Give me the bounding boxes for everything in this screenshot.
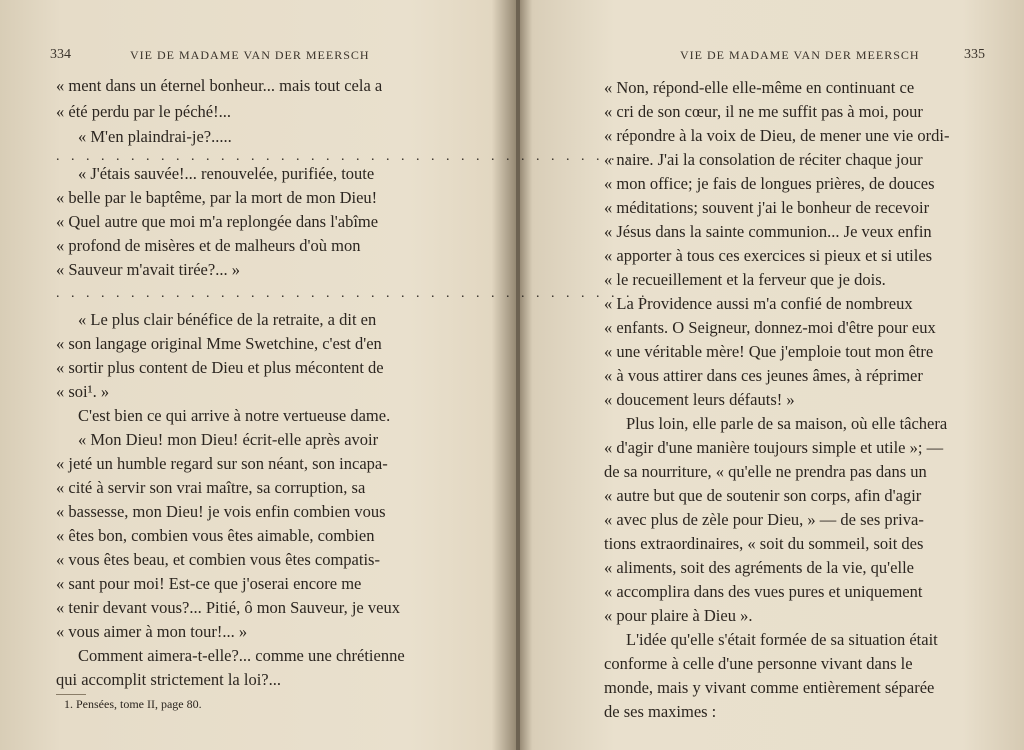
text-line: qui accomplit strictement la loi?... [56, 670, 281, 689]
ellipsis-line: . . . . . . . . . . . . . . . . . . . . . . . . . . . . . . . . . . . . . . . . [56, 286, 649, 301]
text-line: « Sauveur m'avait tirée?... » [56, 260, 240, 279]
text-line: C'est bien ce qui arrive à notre vertueuse dame. [78, 406, 391, 425]
text-line: « son langage original Mme Swetchine, c'est d'en [56, 334, 382, 353]
text-line: « ment dans un éternel bonheur... mais tout cela a [56, 76, 383, 95]
text-line: « naire. J'ai la consolation de réciter chaque jour [604, 150, 923, 169]
text-line: de sa nourriture, « qu'elle ne prendra pas dans un [604, 462, 927, 481]
text-line: conforme à celle d'une personne vivant dans le [604, 654, 913, 673]
text-line: « La Providence aussi m'a confié de nombreux [604, 294, 913, 313]
text-line: « soi¹. » [56, 382, 110, 401]
text-line: de ses maximes : [604, 702, 717, 721]
text-line: « Non, répond-elle elle-même en continuant ce [604, 78, 915, 97]
text-line: « Mon Dieu! mon Dieu! écrit-elle après avoir [78, 430, 379, 449]
text-line: « belle par le baptême, par la mort de mon Dieu! [56, 188, 378, 207]
text-line: « autre but que de soutenir son corps, afin d'agir [604, 486, 922, 505]
text-line: « à vous attirer dans ces jeunes âmes, à réprimer [604, 366, 923, 385]
text-line: « une véritable mère! Que j'emploie tout mon être [604, 342, 934, 361]
text-line: tions extraordinaires, « soit du sommeil, soit des [604, 534, 924, 553]
text-line: « vous aimer à mon tour!... » [56, 622, 248, 641]
text-line: « profond de misères et de malheurs d'où mon [56, 236, 361, 255]
text-line: « avec plus de zèle pour Dieu, » — de ses priva- [604, 510, 924, 529]
text-line: « doucement leurs défauts! » [604, 390, 795, 409]
text-line: « Quel autre que moi m'a replongée dans l'abîme [56, 212, 379, 231]
text-line: Plus loin, elle parle de sa maison, où elle tâchera [626, 414, 948, 433]
footnote: 1. Pensées, tome II, page 80. [64, 697, 202, 711]
text-line: « répondre à la voix de Dieu, de mener une vie ordi- [604, 126, 950, 145]
text-line: « vous êtes beau, et combien vous êtes compatis- [56, 550, 380, 569]
text-line: « accomplira dans des vues pures et uniquement [604, 582, 923, 601]
text-line: « d'agir d'une manière toujours simple et utile »; — [604, 438, 944, 457]
right-running-head: VIE DE MADAME VAN DER MEERSCH [680, 48, 920, 62]
text-line: monde, mais y vivant comme entièrement séparée [604, 678, 935, 697]
text-line: « cri de son cœur, il ne me suffit pas à moi, pour [604, 102, 923, 121]
text-line: « méditations; souvent j'ai le bonheur de recevoir [604, 198, 930, 217]
text-line: « M'en plaindrai-je?..... [78, 127, 232, 146]
text-line: « Jésus dans la sainte communion... Je veux enfin [604, 222, 932, 241]
text-line: « sant pour moi! Est-ce que j'oserai encore me [56, 574, 362, 593]
text-line: « le recueillement et la ferveur que je dois. [604, 270, 886, 289]
left-page-number: 334 [50, 47, 71, 62]
text-line: « J'étais sauvée!... renouvelée, purifiée, toute [78, 164, 375, 183]
text-line: « pour plaire à Dieu ». [604, 606, 753, 625]
text-line: « tenir devant vous?... Pitié, ô mon Sauveur, je veux [56, 598, 400, 617]
text-line: L'idée qu'elle s'était formée de sa situation était [626, 630, 938, 649]
left-running-head: VIE DE MADAME VAN DER MEERSCH [130, 48, 370, 62]
ellipsis-line: . . . . . . . . . . . . . . . . . . . . . . . . . . . . . . . . . . . . . . . . [56, 149, 649, 164]
text-line: « Le plus clair bénéfice de la retraite, a dit en [78, 310, 377, 329]
text-line: « cité à servir son vrai maître, sa corruption, sa [56, 478, 366, 497]
text-line: « êtes bon, combien vous êtes aimable, combien [56, 526, 375, 545]
right-page [520, 0, 1024, 750]
right-page-number: 335 [964, 47, 985, 62]
text-line: « enfants. O Seigneur, donnez-moi d'être pour eux [604, 318, 936, 337]
text-line: Comment aimera-t-elle?... comme une chrétienne [78, 646, 405, 665]
text-line: « mon office; je fais de longues prières, de douces [604, 174, 935, 193]
footnote-rule [56, 694, 86, 695]
text-line: « bassesse, mon Dieu! je vois enfin combien vous [56, 502, 386, 521]
text-line: « jeté un humble regard sur son néant, son incapa- [56, 454, 388, 473]
text-line: « apporter à tous ces exercices si pieux et si utiles [604, 246, 933, 265]
text-line: « aliments, soit des agréments de la vie, qu'elle [604, 558, 914, 577]
text-line: « été perdu par le péché!... [56, 102, 231, 121]
text-line: « sortir plus content de Dieu et plus mécontent de [56, 358, 384, 377]
